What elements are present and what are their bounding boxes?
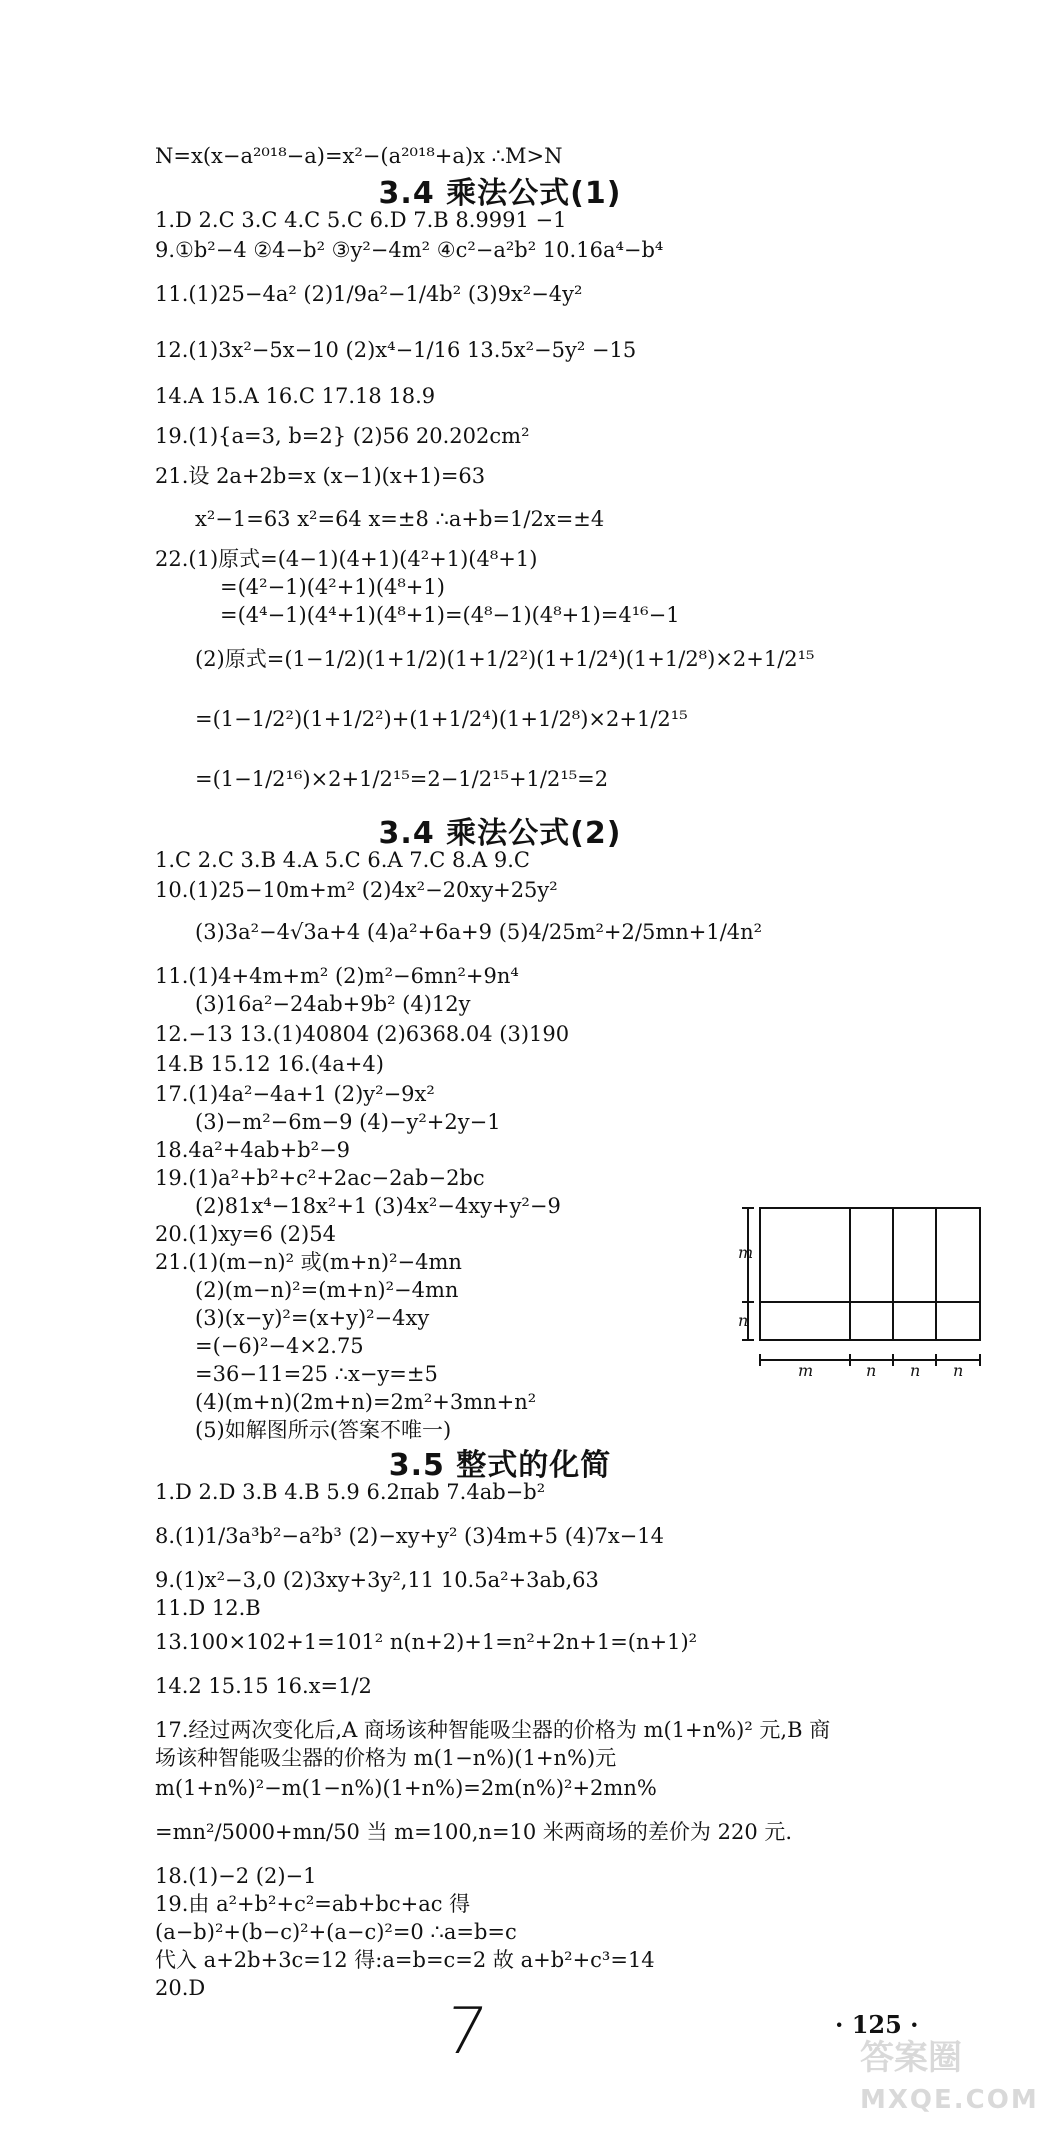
answer-line: (a−b)²+(b−c)²+(a−c)²=0 ∴a=b=c — [155, 1920, 517, 1944]
answer-line: =mn²/5000+mn/50 当 m=100,n=10 米两商场的差价为 220 元. — [155, 1820, 793, 1844]
figure-label-n-bottom: n — [866, 1361, 877, 1380]
answer-line: 9.(1)x²−3,0 (2)3xy+3y²,11 10.5a²+3ab,63 — [155, 1568, 599, 1592]
answer-line: 20.D — [155, 1976, 206, 2000]
solution-figure — [740, 1200, 990, 1380]
answer-line: (3)−m²−6m−9 (4)−y²+2y−1 — [195, 1110, 501, 1134]
answer-line: 10.(1)25−10m+m² (2)4x²−20xy+25y² — [155, 878, 558, 902]
answer-line: 18.4a²+4ab+b²−9 — [155, 1138, 351, 1162]
section-title-3-4-1: 3.4 乘法公式(1) — [378, 176, 622, 211]
answer-line: 19.(1){a=3, b=2} (2)56 20.202cm² — [155, 424, 530, 448]
answer-line: =(4⁴−1)(4⁴+1)(4⁸+1)=(4⁸−1)(4⁸+1)=4¹⁶−1 — [220, 603, 680, 627]
answer-line: 21.设 2a+2b=x (x−1)(x+1)=63 — [155, 464, 486, 488]
answer-line: 18.(1)−2 (2)−1 — [155, 1864, 317, 1888]
watermark-url: MXQE.COM — [860, 2085, 1039, 2115]
page-number: · 125 · — [835, 2010, 919, 2039]
answer-line: 14.2 15.15 16.x=1/2 — [155, 1674, 372, 1698]
answer-line: (3)16a²−24ab+9b² (4)12y — [195, 992, 471, 1016]
answer-line: 13.100×102+1=101² n(n+2)+1=n²+2n+1=(n+1)² — [155, 1630, 698, 1654]
figure-label-m-left: m — [738, 1243, 754, 1262]
answer-line: (2)原式=(1−1/2)(1+1/2)(1+1/2²)(1+1/2⁴)(1+1/2⁸)×2+1/2¹⁵ — [195, 647, 815, 671]
answer-line: =(−6)²−4×2.75 — [195, 1334, 364, 1358]
answer-line: 代入 a+2b+3c=12 得:a=b=c=2 故 a+b²+c³=14 — [155, 1948, 655, 1972]
answer-line: (2)(m−n)²=(m+n)²−4mn — [195, 1278, 459, 1302]
answer-line: 9.①b²−4 ②4−b² ③y²−4m² ④c²−a²b² 10.16a⁴−b⁴ — [155, 238, 664, 262]
answer-line: 场该种智能吸尘器的价格为 m(1−n%)(1+n%)元 — [155, 1746, 617, 1770]
answer-line: (2)81x⁴−18x²+1 (3)4x²−4xy+y²−9 — [195, 1194, 561, 1218]
answer-line: =(1−1/2²)(1+1/2²)+(1+1/2⁴)(1+1/2⁸)×2+1/2¹⁵ — [195, 707, 688, 731]
answer-line: =(1−1/2¹⁶)×2+1/2¹⁵=2−1/2¹⁵+1/2¹⁵=2 — [195, 767, 609, 791]
answer-line: (5)如解图所示(答案不唯一) — [195, 1418, 452, 1442]
handwritten-mark: 7 — [439, 1995, 491, 2069]
figure-label-m-bottom: m — [798, 1361, 814, 1380]
answer-line: 17.经过两次变化后,A 商场该种智能吸尘器的价格为 m(1+n%)² 元,B 商 — [155, 1718, 831, 1742]
figure-label-n-bottom: n — [910, 1361, 921, 1380]
answer-line: 14.B 15.12 16.(4a+4) — [155, 1052, 384, 1076]
answer-line: x²−1=63 x²=64 x=±8 ∴a+b=1/2x=±4 — [195, 507, 605, 531]
answer-line: =36−11=25 ∴x−y=±5 — [195, 1362, 438, 1386]
answer-line: 19.(1)a²+b²+c²+2ac−2ab−2bc — [155, 1166, 485, 1190]
answer-line: 17.(1)4a²−4a+1 (2)y²−9x² — [155, 1082, 435, 1106]
section-title-3-5: 3.5 整式的化简 — [388, 1448, 612, 1483]
answer-line: 8.(1)1/3a³b²−a²b³ (2)−xy+y² (3)4m+5 (4)7x−14 — [155, 1524, 664, 1548]
answer-line: 1.D 2.C 3.C 4.C 5.C 6.D 7.B 8.9991 −1 — [155, 208, 567, 232]
figure-label-n-left: n — [738, 1311, 749, 1330]
section-title-3-4-2: 3.4 乘法公式(2) — [378, 816, 622, 851]
answer-line: 21.(1)(m−n)² 或(m+n)²−4mn — [155, 1250, 462, 1274]
answer-line: 20.(1)xy=6 (2)54 — [155, 1222, 336, 1246]
answer-line: (3)(x−y)²=(x+y)²−4xy — [195, 1306, 430, 1330]
answer-line: 11.(1)25−4a² (2)1/9a²−1/4b² (3)9x²−4y² — [155, 282, 583, 306]
answer-line: (4)(m+n)(2m+n)=2m²+3mn+n² — [195, 1390, 537, 1414]
answer-line: 12.(1)3x²−5x−10 (2)x⁴−1/16 13.5x²−5y² −15 — [155, 338, 637, 362]
header-line: N=x(x−a²⁰¹⁸−a)=x²−(a²⁰¹⁸+a)x ∴M>N — [155, 144, 563, 168]
figure-outer-rect — [760, 1208, 980, 1340]
answer-line: (3)3a²−4√3a+4 (4)a²+6a+9 (5)4/25m²+2/5mn+1/4n² — [195, 920, 763, 944]
answer-line: 1.D 2.D 3.B 4.B 5.9 6.2πab 7.4ab−b² — [155, 1480, 546, 1504]
figure-label-n-bottom: n — [953, 1361, 964, 1380]
answer-line: m(1+n%)²−m(1−n%)(1+n%)=2m(n%)²+2mn% — [155, 1776, 657, 1800]
watermark-logo: 答案圈 — [860, 2038, 962, 2078]
answer-line: 11.D 12.B — [155, 1596, 261, 1620]
answer-line: 1.C 2.C 3.B 4.A 5.C 6.A 7.C 8.A 9.C — [155, 848, 530, 872]
answer-line: 14.A 15.A 16.C 17.18 18.9 — [155, 384, 436, 408]
answer-line: 12.−13 13.(1)40804 (2)6368.04 (3)190 — [155, 1022, 570, 1046]
answer-line: 11.(1)4+4m+m² (2)m²−6mn²+9n⁴ — [155, 964, 519, 988]
answer-line: 19.由 a²+b²+c²=ab+bc+ac 得 — [155, 1892, 471, 1916]
answer-line: =(4²−1)(4²+1)(4⁸+1) — [220, 575, 445, 599]
answer-line: 22.(1)原式=(4−1)(4+1)(4²+1)(4⁸+1) — [155, 547, 538, 571]
